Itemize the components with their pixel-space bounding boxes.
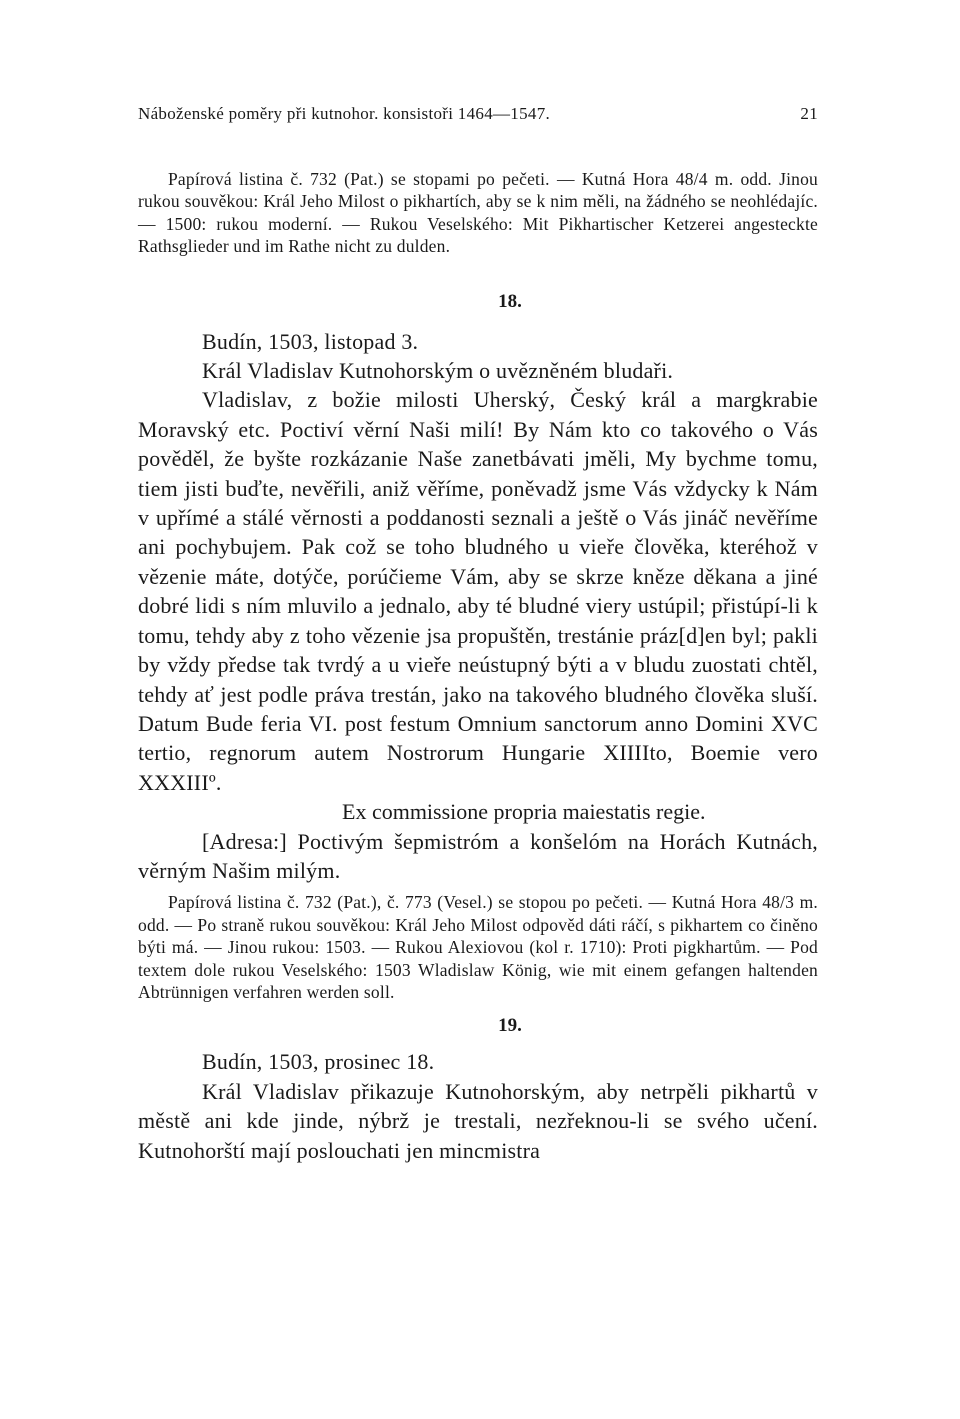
document-18-signature: Ex commissione propria maiestatis regie. [342, 799, 706, 825]
document-19-summary: Král Vladislav přikazuje Kutnohorským, aby netrpěli pikhartů v městě ani kde jinde, nýbrž je trestali, nezřeknou-li se svého učení. Kutnohorští mají poslouchati jen mincmistra [138, 1078, 818, 1163]
document-19-number: 19. [498, 1015, 522, 1037]
document-18-summary: Král Vladislav Kutnohorským o uvězněném bludaři. [202, 358, 674, 384]
page-number: 21 [800, 104, 818, 123]
document-18-footnote: Papírová listina č. 732 (Pat.), č. 773 (Vesel.) se stopou po pečeti. — Kutná Hora 48/3 m. odd. — Po straně rukou souvěkou: Král Jeho Milost odpověd dáti ráčí, s pikhartem co činěno býti má. — Jinou rukou: 1503. — Rukou Alexiovou (kol r. 1710): Proti pigkhartům. — Pod textem dole rukou Veselského: 1503 Wladislaw König, wie mit einem gefangen haltenden Abtrünnigen verfahren werden soll. [138, 892, 818, 1002]
running-head-title: Náboženské poměry při kutnohor. konsistoři 1464—1547. [138, 104, 551, 123]
document-18-body: Vladislav, z božie milosti Uherský, Český král a margkrabie Moravský etc. Poctiví věrní Naši milí! By Nám kto co takového o Vás pověděl, že byšte rozkázanie Naše zanetbávati jměli, My bychme tomu, tiem jisti buďte, nevěřili, aniž věříme, poněvadž jsme Vás vždycky k Nám v upřímé a stálé věrnosti a poddanosti seznali a ještě o Vás jináč nevěříme ani pochybujem. Pak což se toho bludného u vieře člověka, kteréhož v vězenie máte, dotýče, porúčieme Vám, aby se skrze kněze děkana a jiné dobré lidi s ním mluvilo a jednalo, aby té bludné viery ustúpil; přistúpí-li k tomu, tehdy aby z toho vězenie jsa propuštěn, trestánie práz[d]en byl; pakli by vždy předse tak tvrdý a u vieře neústupný býti a v bludu zuostati chtěl, tehdy ať jest podle práva trestán, jako na takového bludného člověka sluší. Datum Bude feria VI. post festum Omnium sanctorum anno Domini XVC tertio, regnorum autem Nostrorum Hungarie XIIIIto, Boemie vero XXXIIIº. [138, 387, 818, 795]
document-18-number: 18. [498, 290, 522, 312]
document-18-place-date: Budín, 1503, listopad 3. [202, 328, 419, 354]
document-18-address: [Adresa:] Poctivým šepmistróm a konšelóm na Horách Kutnách, věrným Našim milým. [138, 828, 818, 883]
running-head [138, 104, 818, 124]
document-17-footnote: Papírová listina č. 732 (Pat.) se stopami po pečeti. — Kutná Hora 48/4 m. odd. Jinou rukou souvěkou: Král Jeho Milost o pikhartích, aby se k nim měli, na žádného se neohlédajíc. — 1500: rukou moderní. — Rukou Veselského: Mit Pikhartischer Ketzerei angesteckte Rathsglieder und im Rathe nicht zu dulden. [138, 169, 818, 257]
document-19-place-date: Budín, 1503, prosinec 18. [202, 1049, 435, 1075]
book-page [138, 104, 818, 1165]
